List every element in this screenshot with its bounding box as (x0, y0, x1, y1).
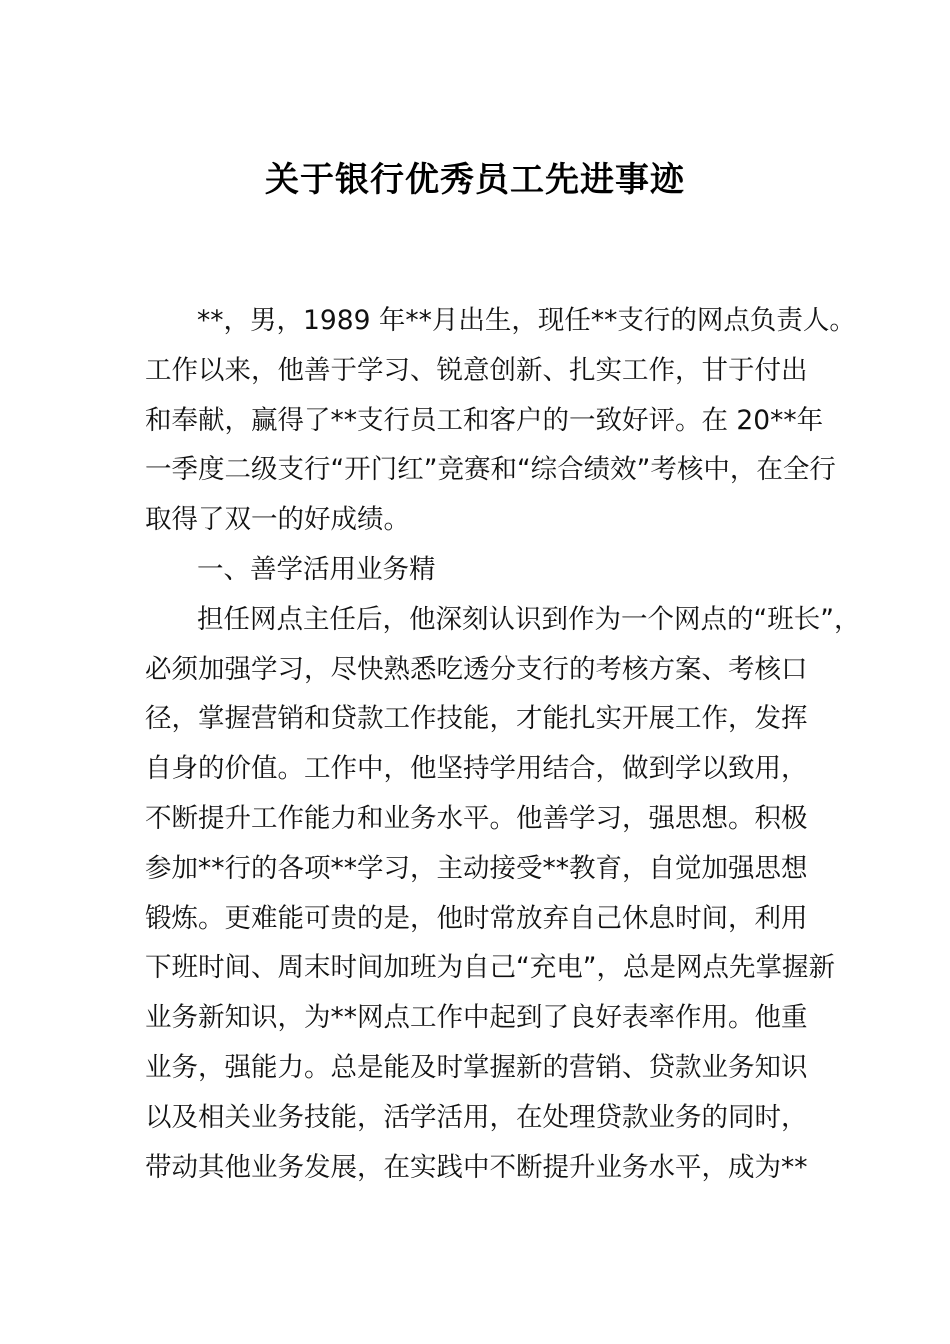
document-body (145, 296, 861, 1192)
body-line: 必须加强学习，尽快熟悉吃透分支行的考核方案、考核口 (145, 653, 808, 685)
body-line: 工作以来，他善于学习、锐意创新、扎实工作，甘于付出 (145, 354, 808, 386)
body-line: 不断提升工作能力和业务水平。他善学习，强思想。积极 (145, 802, 808, 834)
body-line: 业务，强能力。总是能及时掌握新的营销、贷款业务知识 (145, 1051, 808, 1083)
body-line: 参加**行的各项**学习，主动接受**教育，自觉加强思想 (145, 852, 808, 884)
document-title: 关于银行优秀员工先进事迹 (265, 160, 685, 200)
body-line: 一季度二级支行“开门红”竞赛和“综合绩效”考核中，在全行 (145, 454, 836, 486)
body-line: 锻炼。更难能可贵的是，他时常放弃自己休息时间，利用 (145, 902, 808, 934)
body-line: **，男，1989 年**月出生，现任**支行的网点负责人。 (197, 305, 856, 336)
body-line: 下班时间、周末时间加班为自己“充电”，总是网点先掌握新 (145, 952, 835, 984)
body-line: 取得了双一的好成绩。 (145, 504, 410, 536)
body-line: 一、善学活用业务精 (197, 553, 436, 585)
body-line: 带动其他业务发展，在实践中不断提升业务水平，成为** (145, 1151, 808, 1183)
body-line: 自身的价值。工作中，他坚持学用结合，做到学以致用， (145, 753, 808, 785)
body-line: 以及相关业务技能，活学活用，在处理贷款业务的同时， (145, 1101, 808, 1133)
body-line: 径，掌握营销和贷款工作技能，才能扎实开展工作，发挥 (145, 703, 808, 735)
body-line: 担任网点主任后，他深刻认识到作为一个网点的“班长”， (197, 603, 861, 635)
body-line: 和奉献，赢得了**支行员工和客户的一致好评。在 20**年 (145, 404, 824, 436)
body-line: 业务新知识，为**网点工作中起到了良好表率作用。他重 (145, 1002, 808, 1034)
